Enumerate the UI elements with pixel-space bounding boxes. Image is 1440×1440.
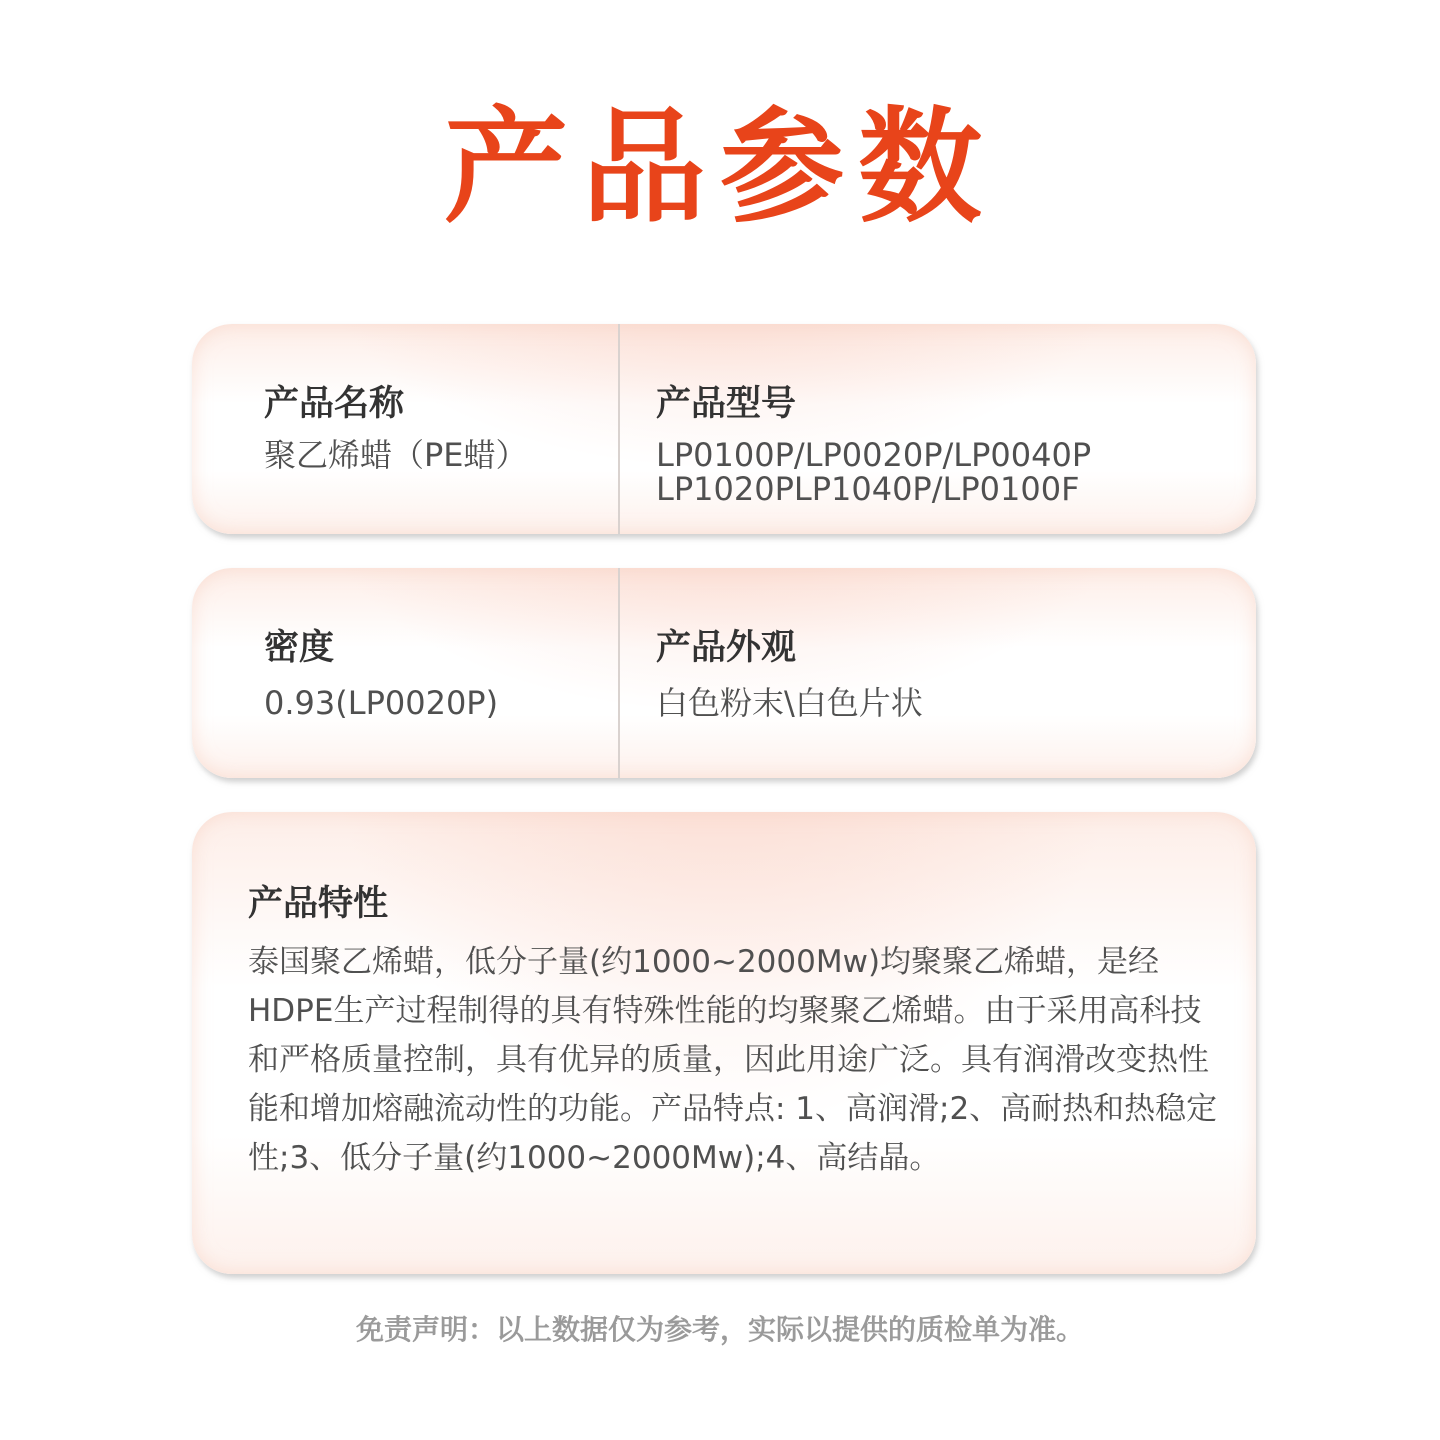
product-name-value: 聚乙烯蜡（PE蜡） [264, 436, 528, 474]
features-label: 产品特性 [248, 884, 389, 924]
product-model-label: 产品型号 [656, 384, 797, 424]
appearance-value: 白色粉末\白色片状 [656, 684, 923, 722]
density-value: 0.93(LP0020P) [264, 684, 499, 722]
density-cell [264, 568, 604, 778]
product-name-cell [264, 324, 604, 534]
product-model-line: LP0100P/LP0020P/LP0040P [656, 436, 1092, 474]
column-divider [618, 568, 620, 778]
appearance-cell [656, 568, 1236, 778]
product-model-value [656, 438, 1091, 506]
spec-card-density-appearance [192, 568, 1256, 778]
column-divider [618, 324, 620, 534]
spec-card-name-model [192, 324, 1256, 534]
product-model-cell [656, 324, 1236, 534]
density-label: 密度 [264, 628, 335, 668]
appearance-label: 产品外观 [656, 628, 797, 668]
features-text: 泰国聚乙烯蜡，低分子量(约1000~2000Mw)均聚聚乙烯蜡，是经HDPE生产过程制得的具有特殊性能的均聚聚乙烯蜡。由于采用高科技和严格质量控制，具有优异的质量，因此用途广泛。具有润滑改变热性能和增加熔融流动性的功能。产品特点: 1、高润滑;2、高耐热和热稳定性;3、低分子量(约1000~2000Mw);4、高结晶。 [248, 944, 1218, 1176]
product-name-label: 产品名称 [264, 384, 405, 424]
features-card [192, 812, 1256, 1274]
page-title: 产品参数 [443, 96, 996, 240]
product-model-line: LP1020PLP1040P/LP0100F [656, 470, 1080, 508]
disclaimer-text: 免责声明：以上数据仅为参考，实际以提供的质检单为准。 [355, 1313, 1084, 1346]
